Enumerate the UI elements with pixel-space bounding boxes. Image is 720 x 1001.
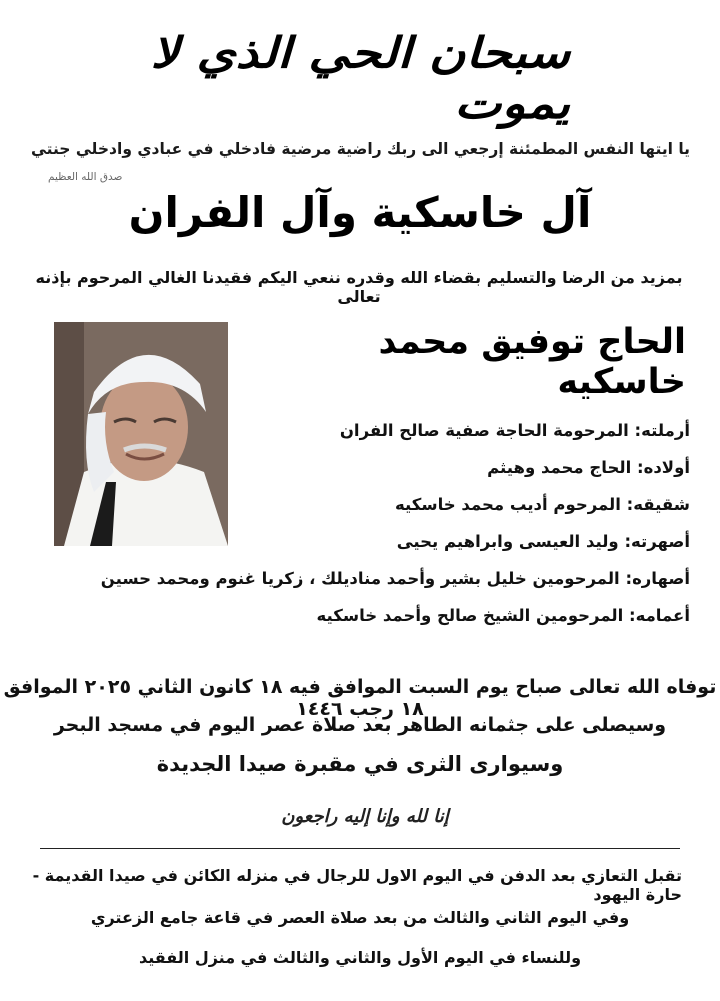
relative-label: أصهرته: [624,532,690,551]
relative-value: المرحومين خليل بشير وأحمد مناديلك ، زكريا غنوم ومحمد حسين [100,569,620,588]
family-names: آل خاسكية وآل الفران [128,188,592,237]
relative-label: أعمامه: [628,606,690,625]
closing-calligraphy: إنا لله وإنا إليه راجعون [281,805,449,827]
condolences-line-mosque: وفي اليوم الثاني والثالث من بعد صلاة العصر في قاعة جامع الزعتري [90,908,630,927]
condolences-line-men: تقبل التعازي بعد الدفن في اليوم الاول للرجال في منزله الكائن في صيدا القديمة - حارة اليهود [32,866,682,904]
relative-label: أرملته: [634,421,690,440]
relative-row-children [70,449,690,486]
relative-row-widow [70,412,690,449]
verse-reference: صدق الله العظيم [48,171,123,183]
intro-text: بمزيد من الرضا والتسليم بقضاء الله وقدره ننعي اليكم فقيدنا الغالي المرحوم بإذنه تعالى [35,268,683,306]
relative-value: المرحومة الحاجة صفية صالح الفران [339,421,629,440]
relative-row-sons-in-law [70,523,690,560]
condolences-line-women: وللنساء في اليوم الأول والثاني والثالث في منزل الفقيد [138,948,582,967]
relatives-list [70,412,690,634]
calligraphy-title: سبحان الحي الذي لا يموت [150,27,570,128]
relative-value: الحاج محمد وهيثم [487,458,632,477]
deceased-name: الحاج توفيق محمد خاسكيه [378,322,686,402]
relative-value: المرحومين الشيخ صالح وأحمد خاسكيه [316,606,624,625]
divider-line [40,848,680,849]
relative-value: وليد العيسى وابراهيم يحيى [396,532,619,551]
relative-row-brother [70,486,690,523]
relative-value: المرحوم أديب محمد خاسكيه [395,495,621,514]
relative-label: شقيقه: [626,495,690,514]
relative-label: أصهاره: [625,569,690,588]
relative-label: أولاده: [636,458,690,477]
quran-verse: يا ايتها النفس المطمئنة إرجعي الى ربك راضية مرضية فادخلي في عبادي وادخلي جنتي [30,140,690,158]
relative-row-uncles [70,597,690,634]
burial-line: وسيوارى الثرى في مقبرة صيدا الجديدة [156,752,564,776]
death-announcement: توفاه الله تعالى صباح يوم السبت الموافق فيه ١٨ كانون الثاني ٢٠٢٥ الموافق ١٨ رجب ١٤٤٦ [3,676,717,720]
relative-row-in-laws [70,560,690,597]
funeral-prayer-line: وسيصلى على جثمانه الطاهر بعد صلاة عصر اليوم في مسجد البحر [53,714,667,736]
